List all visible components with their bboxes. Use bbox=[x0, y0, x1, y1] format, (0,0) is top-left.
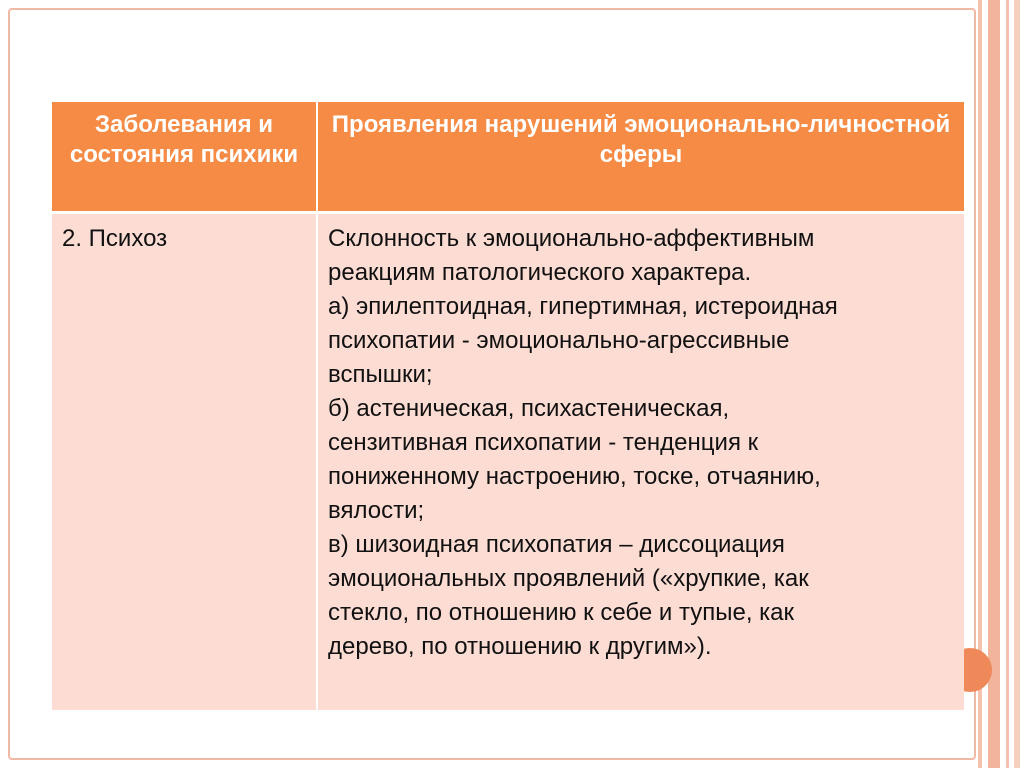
manifestation-line: вялости; bbox=[328, 497, 425, 524]
table-row bbox=[52, 214, 964, 710]
content-table bbox=[52, 102, 964, 710]
manifestation-line: в) шизоидная психопатия – диссоциация bbox=[328, 531, 785, 558]
manifestation-line: пониженному настроению, тоске, отчаянию, bbox=[328, 463, 821, 490]
manifestation-line: вспышки; bbox=[328, 361, 433, 388]
header-conditions: Заболевания и состояния психики bbox=[52, 102, 318, 214]
table-header-row bbox=[52, 102, 964, 214]
stripe bbox=[1014, 0, 1020, 768]
manifestation-line: дерево, по отношению к другим»). bbox=[328, 633, 712, 660]
manifestation-line: эмоциональных проявлений («хрупкие, как bbox=[328, 565, 809, 592]
manifestation-line: Склонность к эмоционально-аффективным bbox=[328, 225, 815, 252]
manifestation-line: а) эпилептоидная, гипертимная, истероидная bbox=[328, 293, 838, 320]
manifestation-cell bbox=[318, 214, 964, 710]
header-manifestations: Проявления нарушений эмоционально-личностной сферы bbox=[318, 102, 964, 214]
stripe bbox=[1006, 0, 1009, 768]
condition-cell bbox=[52, 214, 318, 710]
stripe bbox=[988, 0, 1000, 768]
manifestation-line: стекло, по отношению к себе и тупые, как bbox=[328, 599, 795, 626]
condition-text: 2. Психоз bbox=[62, 225, 168, 252]
manifestation-line: б) астеническая, психастеническая, bbox=[328, 395, 730, 422]
manifestation-line: сензитивная психопатии - тенденция к bbox=[328, 429, 759, 456]
manifestation-line: психопатии - эмоционально-агрессивные bbox=[328, 327, 790, 354]
manifestation-line: реакциям патологического характера. bbox=[328, 259, 752, 286]
